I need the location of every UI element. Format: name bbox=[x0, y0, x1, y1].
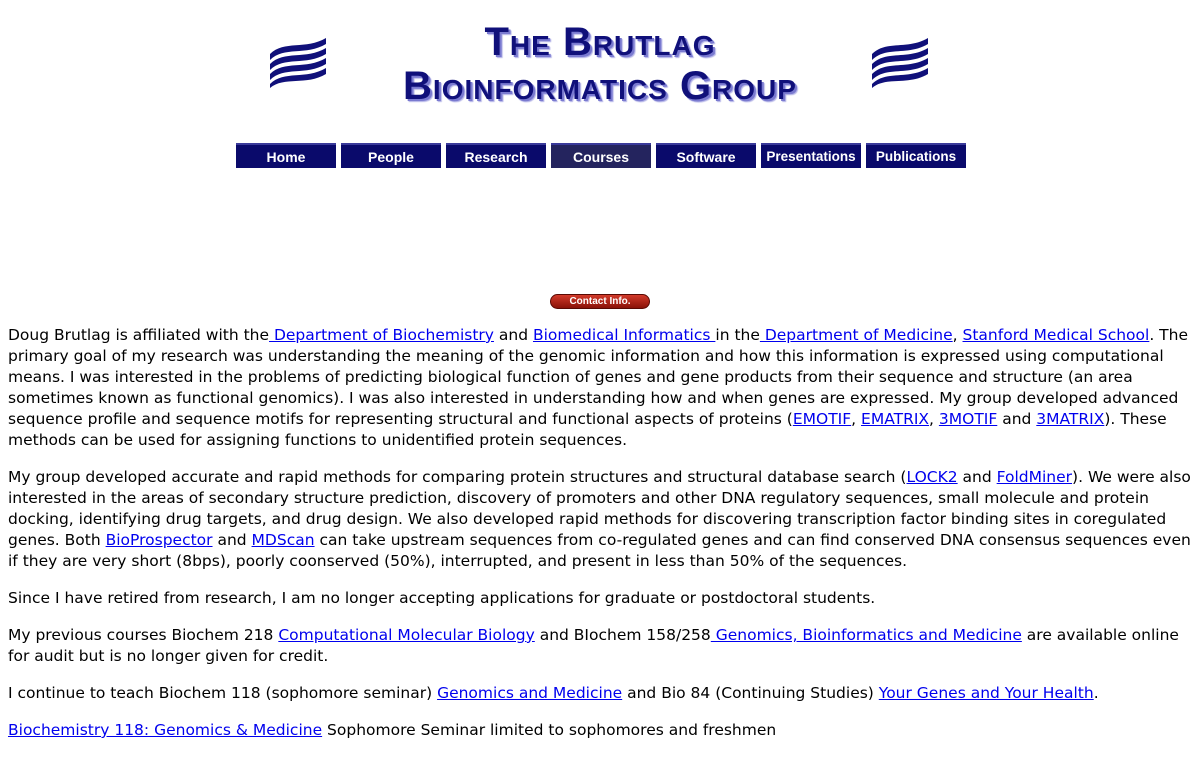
text: Sophomore Seminar limited to sophomores and freshmen bbox=[322, 721, 777, 739]
wave-logo-icon bbox=[868, 36, 932, 88]
nav-courses-button[interactable]: Courses bbox=[551, 143, 651, 168]
link-3motif[interactable]: 3MOTIF bbox=[938, 410, 998, 428]
link-biochemistry-118[interactable]: Biochemistry 118: Genomics & Medicine bbox=[8, 721, 323, 739]
link-emotif[interactable]: EMOTIF bbox=[792, 410, 852, 428]
text: can take upstream sequences from co-regulated genes and can find conserved DNA consensus sequences even if they are very short (8bps), poorly coonserved (50%), interrupted, and present in less than 50% of the sequences. bbox=[8, 531, 1191, 570]
link-mdscan[interactable]: MDScan bbox=[251, 531, 315, 549]
paragraph-methods bbox=[8, 467, 1194, 572]
text: , bbox=[952, 326, 963, 344]
link-ematrix[interactable]: EMATRIX bbox=[861, 410, 930, 428]
paragraph-biochem-118 bbox=[8, 720, 1194, 741]
logo-line-1: The Brutlag bbox=[484, 20, 716, 64]
link-your-genes-your-health[interactable]: Your Genes and Your Health bbox=[878, 684, 1094, 702]
link-bioprospector[interactable]: BioProspector bbox=[105, 531, 213, 549]
text: I continue to teach Biochem 118 (sophomore seminar) bbox=[8, 684, 438, 702]
text: Doug Brutlag is affiliated with the bbox=[8, 326, 270, 344]
link-computational-molecular-biology[interactable]: Computational Molecular Biology bbox=[278, 626, 535, 644]
text: ). These methods can be used for assigning functions to unidentified protein sequences. bbox=[8, 410, 1167, 449]
nav-publications-button[interactable]: Publications bbox=[866, 143, 966, 168]
text: and bbox=[997, 410, 1037, 428]
nav-home-button[interactable]: Home bbox=[236, 143, 336, 168]
link-dept-medicine[interactable]: Department of Medicine bbox=[759, 326, 953, 344]
link-genomics-bioinformatics-medicine[interactable]: Genomics, Bioinformatics and Medicine bbox=[710, 626, 1022, 644]
wave-logo-icon bbox=[266, 36, 330, 88]
text: Since I have retired from research, I am no longer accepting applications for graduate or postdoctoral students. bbox=[8, 589, 876, 607]
text: My group developed accurate and rapid methods for comparing protein structures and structural database search ( bbox=[8, 468, 907, 486]
text: , bbox=[929, 410, 939, 428]
contact-info-button[interactable]: Contact Info. bbox=[550, 294, 650, 309]
link-lock2[interactable]: LOCK2 bbox=[906, 468, 958, 486]
logo-line-2: Bioinformatics Group bbox=[403, 64, 797, 108]
text: and bbox=[957, 468, 997, 486]
link-genomics-and-medicine[interactable]: Genomics and Medicine bbox=[437, 684, 623, 702]
nav-research-button[interactable]: Research bbox=[446, 143, 546, 168]
nav-presentations-button[interactable]: Presentations bbox=[761, 143, 861, 168]
site-logo-title[interactable] bbox=[340, 20, 860, 108]
text: and bbox=[212, 531, 252, 549]
paragraph-affiliation bbox=[8, 325, 1194, 451]
text: My previous courses Biochem 218 bbox=[8, 626, 279, 644]
text: . The primary goal of my research was understanding the meaning of the genomic information and how this information is expressed using computational means. I was interested in the problems of predicting biological function of genes and gene products from their sequence and structure (an area sometimes known as functional genomics). I was also interested in understanding how and when genes are expressed. My group developed advanced sequence profile and sequence motifs for representing structural and functional aspects of proteins ( bbox=[8, 326, 1189, 428]
text: . bbox=[1093, 684, 1099, 702]
nav-software-button[interactable]: Software bbox=[656, 143, 756, 168]
link-stanford-medical-school[interactable]: Stanford Medical School bbox=[962, 326, 1150, 344]
paragraph-previous-courses bbox=[8, 625, 1194, 667]
main-content bbox=[8, 325, 1194, 757]
site-header bbox=[0, 0, 1200, 120]
text: in the bbox=[715, 326, 760, 344]
link-dept-biochemistry[interactable]: Department of Biochemistry bbox=[269, 326, 494, 344]
text: , bbox=[851, 410, 862, 428]
nav-people-button[interactable]: People bbox=[341, 143, 441, 168]
paragraph-current-teaching bbox=[8, 683, 1194, 704]
link-biomedical-informatics[interactable]: Biomedical Informatics bbox=[532, 326, 716, 344]
main-nav bbox=[236, 143, 966, 168]
text: are available online for audit but is no longer given for credit. bbox=[8, 626, 1179, 665]
link-foldminer[interactable]: FoldMiner bbox=[996, 468, 1073, 486]
text: and BIochem 158/258 bbox=[534, 626, 711, 644]
paragraph-retired bbox=[8, 588, 1194, 609]
text: ). We were also interested in the areas of secondary structure prediction, discovery of promoters and other DNA regulatory sequences, small molecule and protein docking, identifying drug targets, and drug design. We also developed rapid methods for discovering transcription factor binding sites in coregulated genes. Both bbox=[8, 468, 1191, 549]
text: and Bio 84 (Continuing Studies) bbox=[622, 684, 879, 702]
link-3matrix[interactable]: 3MATRIX bbox=[1036, 410, 1105, 428]
text: and bbox=[493, 326, 533, 344]
